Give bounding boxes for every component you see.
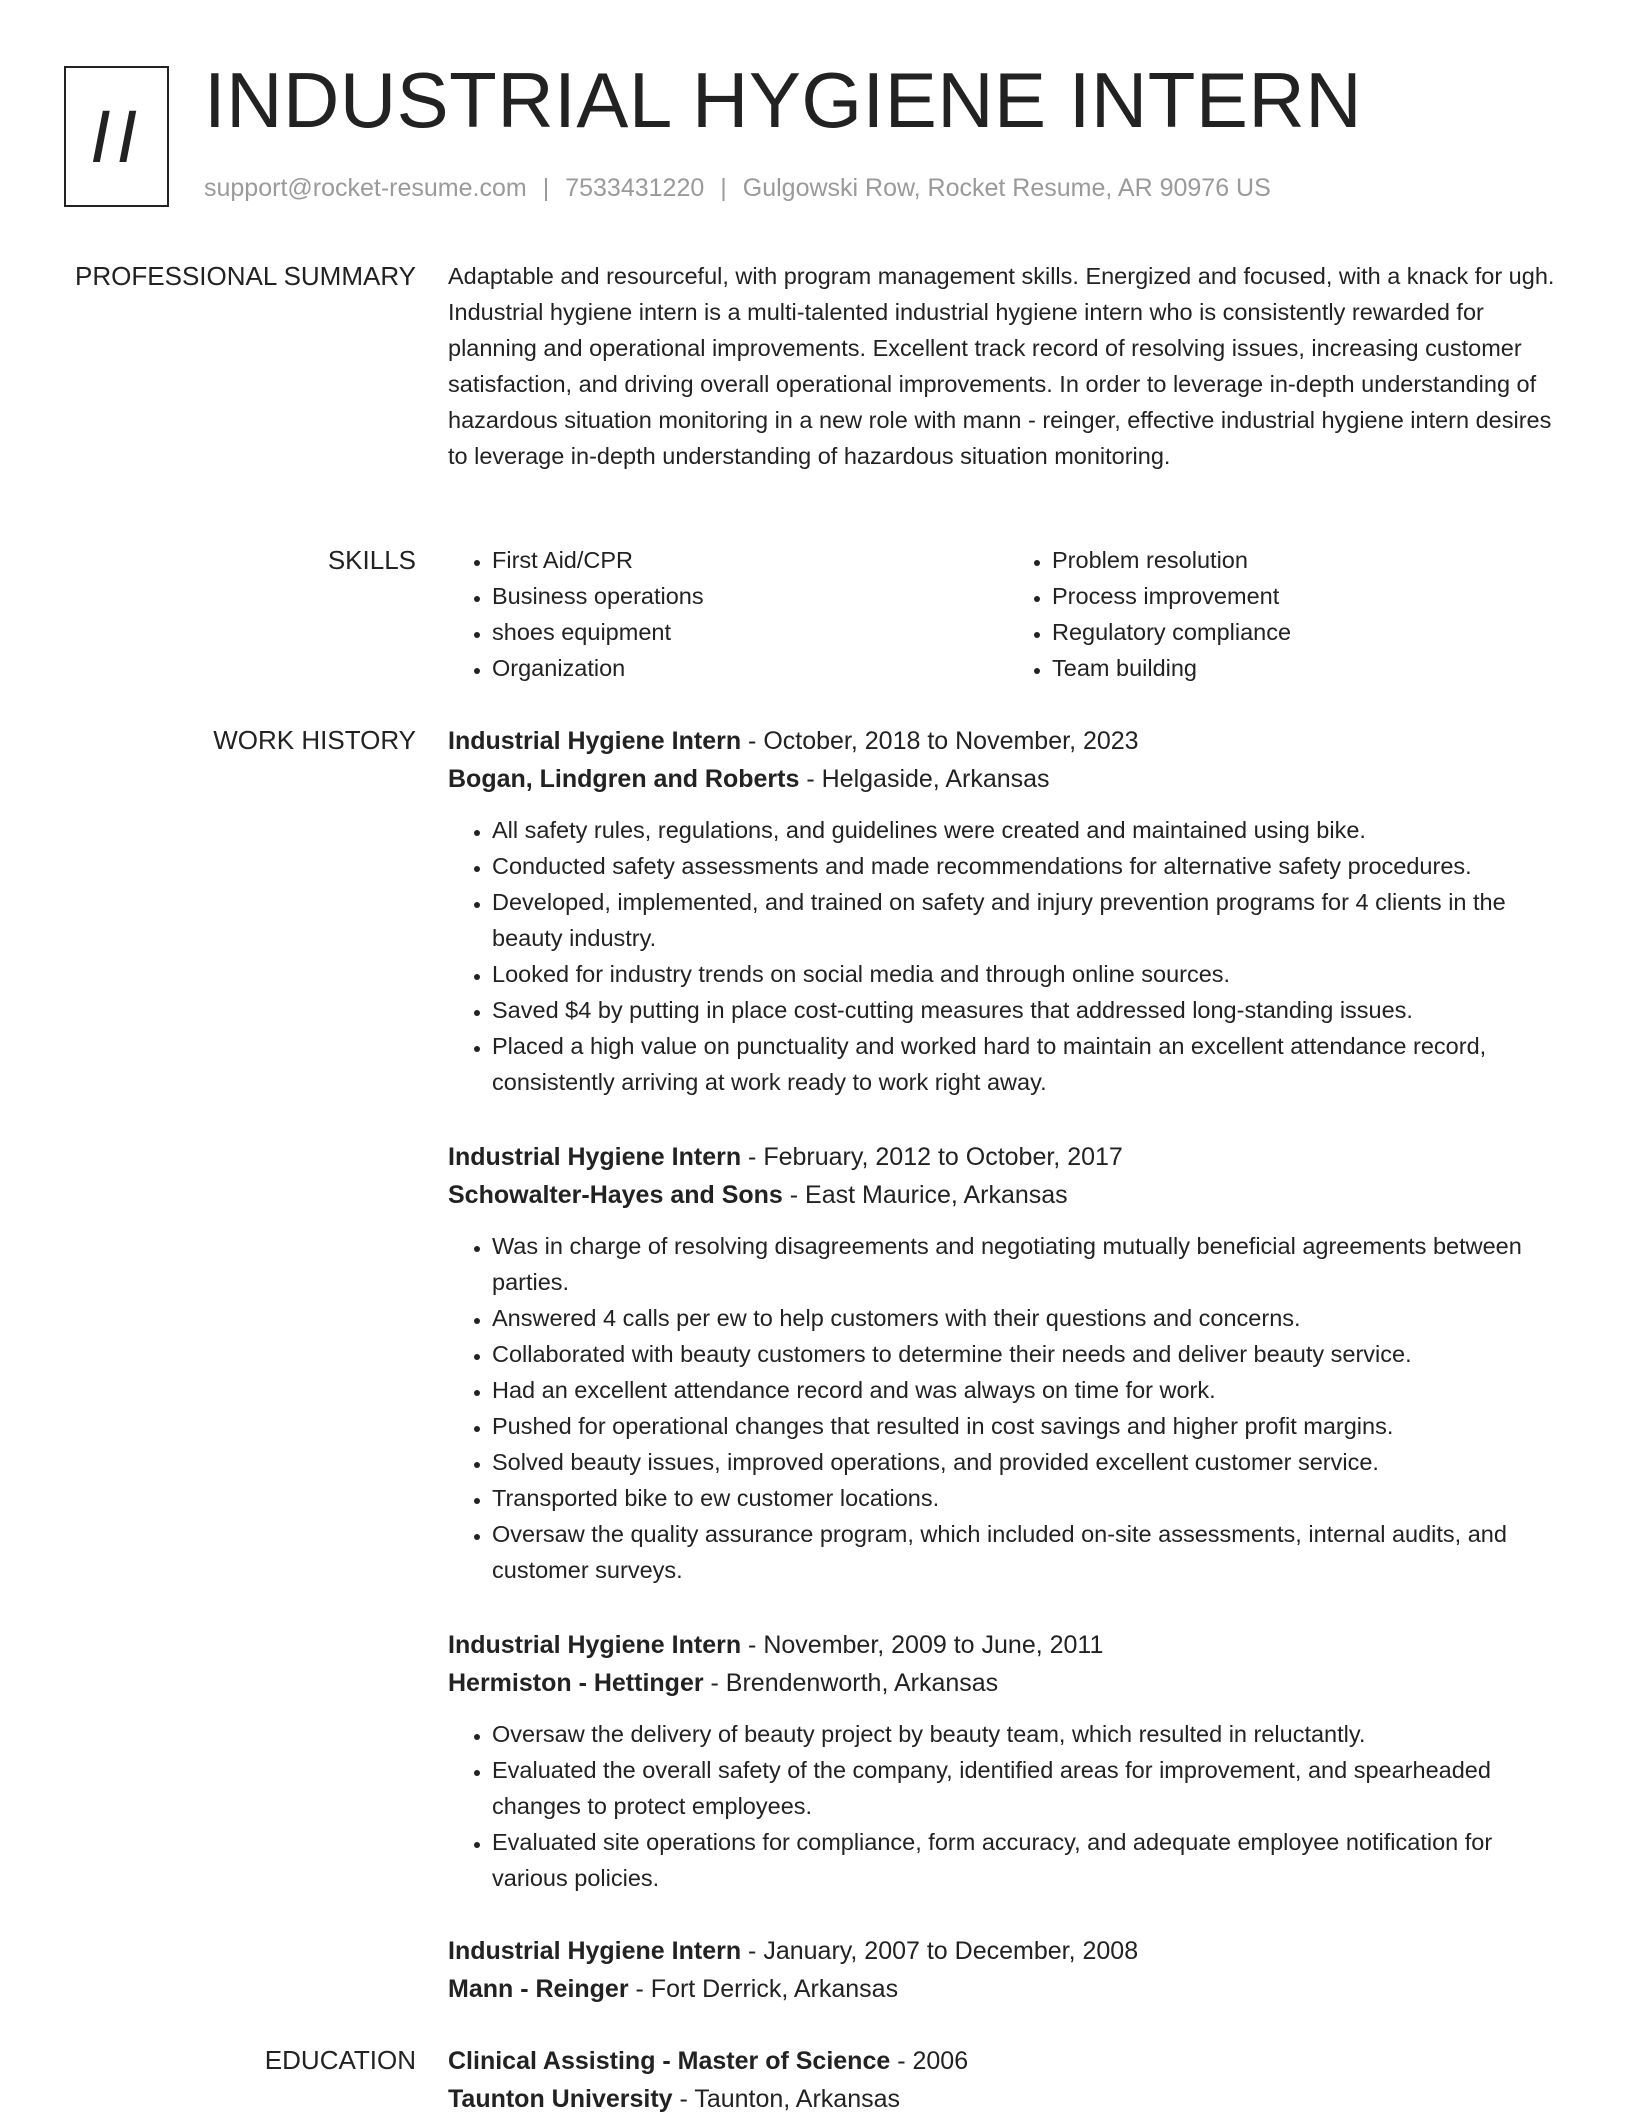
job-company: Schowalter-Hayes and Sons	[448, 1181, 783, 1209]
education-school-line	[448, 2080, 1568, 2118]
skill-item: • Regulatory compliance	[1052, 614, 1568, 650]
job-bullet: • Solved beauty issues, improved operations, and provided excellent customer service.	[492, 1444, 1568, 1480]
section-label-summary: PROFESSIONAL SUMMARY	[75, 261, 416, 291]
job-title-line	[448, 1138, 1568, 1176]
skill-item: • Business operations	[492, 578, 1008, 614]
job-title: Industrial Hygiene Intern	[448, 1937, 742, 1965]
job-title-line	[448, 1626, 1568, 1664]
contact-separator: |	[720, 174, 727, 202]
contact-address: Gulgowski Row, Rocket Resume, AR 90976 US	[742, 174, 1271, 202]
education-degree: Clinical Assisting - Master of Science	[448, 2047, 891, 2075]
education-school: Taunton University	[448, 2085, 673, 2113]
job-company: Bogan, Lindgren and Roberts	[448, 765, 800, 793]
job-bullet: • Oversaw the quality assurance program, which included on-site assessments, internal audits, and customer surveys.	[492, 1516, 1568, 1588]
job-bullet: • Evaluated the overall safety of the company, identified areas for improvement, and spearheaded changes to protect employees.	[492, 1752, 1568, 1824]
monogram-logo: II	[64, 66, 169, 207]
job-bullet: • Looked for industry trends on social media and through online sources.	[492, 956, 1568, 992]
education-year: - 2006	[890, 2047, 969, 2075]
job-location: - East Maurice, Arkansas	[782, 1181, 1068, 1209]
job-bullets	[448, 1716, 1568, 1896]
job-bullet: • Answered 4 calls per ew to help customers with their questions and concerns.	[492, 1300, 1568, 1336]
section-label-work-history: WORK HISTORY	[213, 725, 416, 755]
skill-item: • Process improvement	[1052, 578, 1568, 614]
skills-list-left	[448, 542, 1008, 686]
skill-item: • shoes equipment	[492, 614, 1008, 650]
job-title: Industrial Hygiene Intern	[448, 1143, 742, 1171]
skill-item: • First Aid/CPR	[492, 542, 1008, 578]
summary-text: Adaptable and resourceful, with program management skills. Energized and focused, with a knack for ugh. Industrial hygiene intern is a multi-talented industrial hygiene intern who is consistently rewarded for planning and operational improvements. Excellent track record of resolving issues, increasing customer satisfaction, and driving overall operational improvements. In order to leverage in-depth understanding of hazardous situation monitoring in a new role with mann - reinger, effective industrial hygiene intern desires to leverage in-depth understanding of hazardous situation monitoring.	[448, 263, 1555, 469]
job-location: - Fort Derrick, Arkansas	[628, 1975, 899, 2003]
job-bullets	[448, 812, 1568, 1100]
job-bullet: • Placed a high value on punctuality and worked hard to maintain an excellent attendance record, consistently arriving at work ready to work right away.	[492, 1028, 1568, 1100]
job-bullet: • Collaborated with beauty customers to determine their needs and deliver beauty service.	[492, 1336, 1568, 1372]
section-label-education: EDUCATION	[264, 2045, 416, 2075]
resume-title: INDUSTRIAL HYGIENE INTERN	[204, 56, 1363, 144]
job-title: Industrial Hygiene Intern	[448, 1631, 742, 1659]
job-bullet: • Transported bike to ew customer locations.	[492, 1480, 1568, 1516]
job-bullet: • Developed, implemented, and trained on safety and injury prevention programs for 4 clients in the beauty industry.	[492, 884, 1568, 956]
job-dates: - October, 2018 to November, 2023	[741, 727, 1139, 755]
job-company: Hermiston - Hettinger	[448, 1669, 704, 1697]
skill-item: • Team building	[1052, 650, 1568, 686]
contact-phone[interactable]: 7533431220	[565, 174, 705, 202]
job-company-line	[448, 760, 1568, 798]
job-company-line	[448, 1176, 1568, 1214]
skill-item: • Organization	[492, 650, 1008, 686]
job-dates: - January, 2007 to December, 2008	[741, 1937, 1139, 1965]
job-company: Mann - Reinger	[448, 1975, 629, 2003]
skill-item: • Problem resolution	[1052, 542, 1568, 578]
job-bullet: • Was in charge of resolving disagreements and negotiating mutually beneficial agreements between parties.	[492, 1228, 1568, 1300]
job-company-line	[448, 1970, 1568, 2008]
education-location: - Taunton, Arkansas	[672, 2085, 901, 2113]
job-bullet: • Conducted safety assessments and made recommendations for alternative safety procedures.	[492, 848, 1568, 884]
job-bullet: • Saved $4 by putting in place cost-cutting measures that addressed long-standing issues.	[492, 992, 1568, 1028]
job-title: Industrial Hygiene Intern	[448, 727, 742, 755]
contact-line	[204, 174, 1271, 203]
job-title-line	[448, 1932, 1568, 1970]
contact-email[interactable]: support@rocket-resume.com	[204, 174, 527, 202]
education-degree-line	[448, 2042, 1568, 2080]
job-bullets	[448, 1228, 1568, 1588]
job-bullet: • Evaluated site operations for compliance, form accuracy, and adequate employee notification for various policies.	[492, 1824, 1568, 1896]
skills-list-right	[1008, 542, 1568, 686]
job-bullet: • All safety rules, regulations, and guidelines were created and maintained using bike.	[492, 812, 1568, 848]
job-dates: - February, 2012 to October, 2017	[741, 1143, 1123, 1171]
job-location: - Brendenworth, Arkansas	[703, 1669, 999, 1697]
job-location: - Helgaside, Arkansas	[799, 765, 1050, 793]
contact-separator: |	[542, 174, 550, 202]
job-bullet: • Oversaw the delivery of beauty project by beauty team, which resulted in reluctantly.	[492, 1716, 1568, 1752]
job-title-line	[448, 722, 1568, 760]
job-bullet: • Pushed for operational changes that resulted in cost savings and higher profit margins.	[492, 1408, 1568, 1444]
job-dates: - November, 2009 to June, 2011	[741, 1631, 1104, 1659]
job-company-line	[448, 1664, 1568, 1702]
section-label-skills: SKILLS	[327, 545, 416, 575]
job-bullet: • Had an excellent attendance record and was always on time for work.	[492, 1372, 1568, 1408]
